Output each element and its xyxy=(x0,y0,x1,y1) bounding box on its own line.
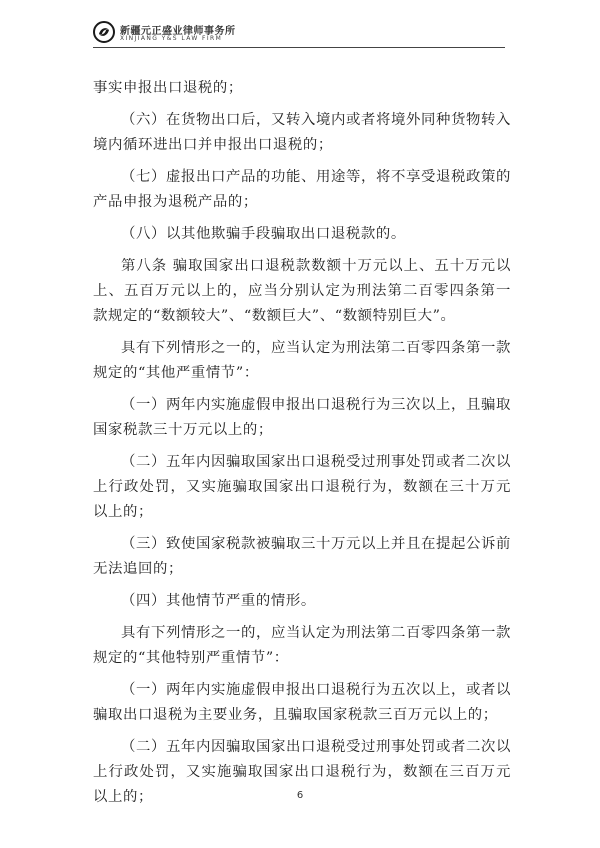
header-rule xyxy=(93,47,505,48)
letterhead xyxy=(93,18,513,48)
paragraph: （八）以其他欺骗手段骗取出口退税款的。 xyxy=(121,226,406,242)
paragraph: （四）其他情节严重的情形。 xyxy=(121,593,316,609)
firm-name-en: XINJIANG Y&S LAW FIRM xyxy=(120,35,223,42)
paragraph: （一）两年内实施虚假申报出口退税行为三次以上，且骗取国家税款三十万元以上的； xyxy=(93,397,511,438)
firm-logo-icon xyxy=(93,21,115,43)
paragraph: （六）在货物出口后，又转入境内或者将境外同种货物转入境内循环进出口并申报出口退税的； xyxy=(93,112,511,153)
paragraph: （一）两年内实施虚假申报出口退税行为五次以上，或者以骗取出口退税为主要业务，且骗取国家税款三百万元以上的； xyxy=(93,682,511,723)
firm-name-cn: 新疆元正盛业律师事务所 xyxy=(120,26,236,37)
paragraph: 具有下列情形之一的，应当认定为刑法第二百零四条第一款规定的“其他严重情节”： xyxy=(93,340,511,381)
paragraph: （三）致使国家税款被骗取三十万元以上并且在提起公诉前无法追回的； xyxy=(93,536,511,577)
paragraph: （二）五年内因骗取国家出口退税受过刑事处罚或者二次以上行政处罚，又实施骗取国家出口退税行为，数额在三百万元以上的； xyxy=(93,739,511,805)
paragraph: （七）虚报出口产品的功能、用途等，将不享受退税政策的产品申报为退税产品的； xyxy=(93,169,511,210)
document-body xyxy=(93,76,511,817)
page-number: 6 xyxy=(296,790,304,801)
paragraph: 第八条 骗取国家出口退税款数额十万元以上、五十万元以上、五百万元以上的，应当分别认定为刑法第二百零四条第一款规定的“数额较大”、“数额巨大”、“数额特别巨大”。 xyxy=(93,258,511,324)
paragraph: 事实申报出口退税的； xyxy=(93,80,243,96)
paragraph: （二）五年内因骗取国家出口退税受过刑事处罚或者二次以上行政处罚，又实施骗取国家出口退税行为，数额在三十万元以上的； xyxy=(93,454,511,520)
paragraph: 具有下列情形之一的，应当认定为刑法第二百零四条第一款规定的“其他特别严重情节”： xyxy=(93,625,511,666)
